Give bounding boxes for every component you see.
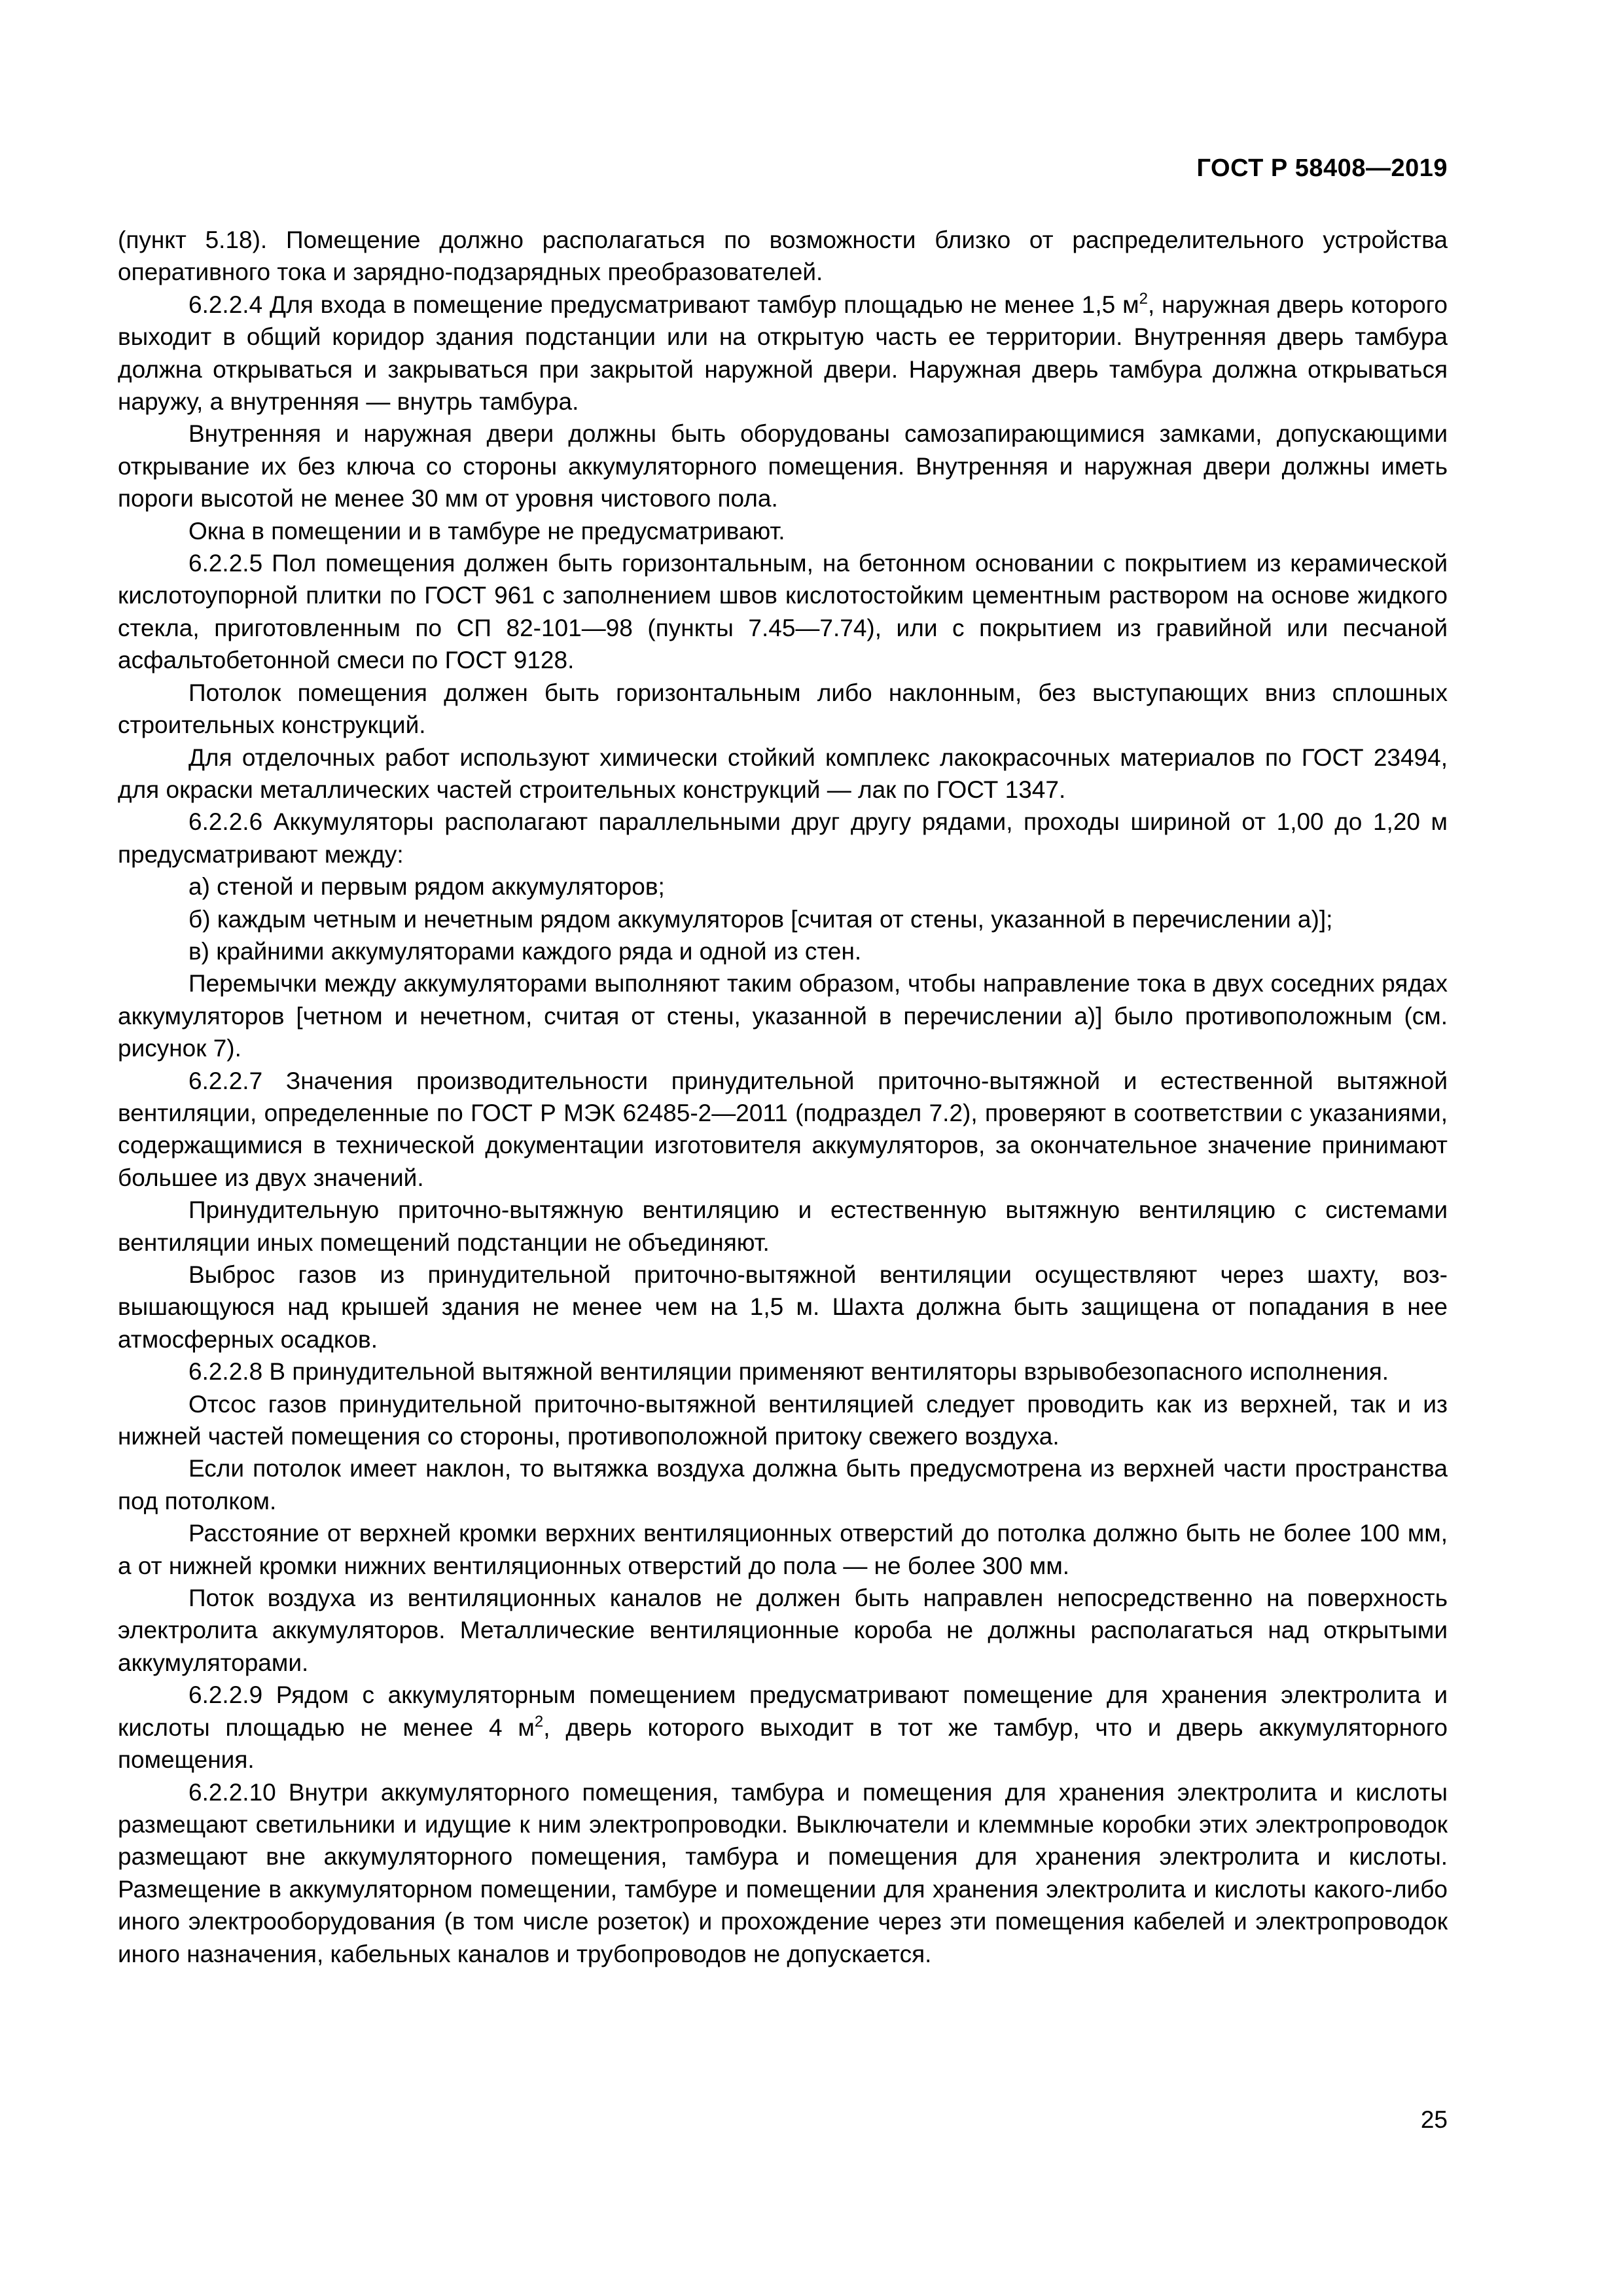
paragraph-doors: Внутренняя и наружная двери должны быть оборудованы самозапирающимися замками, допускающими открывание их без ключа со стороны аккумуляторного помещения. Внутренняя и наружная двери должны иметь пороги высотой не менее 30 мм от уровня чистового пола.: [118, 420, 1448, 512]
paragraph-6-2-2-9: [118, 1679, 1448, 1776]
paragraph-6-2-2-4-text: 6.2.2.4 Для входа в помещение предусматривают тамбур площадью не менее 1,5 м: [188, 291, 1139, 318]
document-body: [118, 224, 1448, 1970]
page-number: 25: [1420, 2106, 1448, 2133]
paragraph-6-2-2-6: 6.2.2.6 Аккумуляторы располагают параллельными друг другу рядами, проходы шириной от 1,00 до 1,20 м предусматривают между:: [118, 808, 1448, 868]
list-item-c: в) крайними аккумуляторами каждого ряда и одной из стен.: [188, 937, 862, 965]
superscript-exponent: 2: [534, 1712, 544, 1731]
list-item-a: а) стеной и первым рядом аккумуляторов;: [188, 873, 665, 901]
paragraph-continuation: (пункт 5.18). Помещение должно располагаться по возможности близко от распределительного устройства оперативного тока и зарядно-подзарядных преобразователей.: [118, 226, 1448, 286]
paragraph-sloped-ceiling: Если потолок имеет наклон, то вытяжка воздуха должна быть предусмотрена из верхней части пространства под потолком.: [118, 1455, 1448, 1515]
paragraph-windows: Окна в помещении и в тамбуре не предусматривают.: [188, 517, 785, 545]
paragraph-6-2-2-4: [118, 289, 1448, 418]
paragraph-finishing: Для отделочных работ используют химически стойкий комплекс лакокрасочных материалов по ГОСТ 23494, для окраски металлических частей строительных конструкций — лак по ГОСТ 1347.: [118, 744, 1448, 803]
document-header-id: ГОСТ Р 58408—2019: [1196, 154, 1448, 182]
paragraph-6-2-2-10: 6.2.2.10 Внутри аккумуляторного помещения, тамбура и помещения для хранения электролита и кислоты размещают светильники и идущие к ним электропроводки. Выключатели и клеммные коробки этих электропроводок размещают вне аккумуляторного помещения, тамбура и помещения для хранения электролита и кислоты. Размещение в аккумуляторном помещении, тамбуре и помещении для хранения электролита и кислоты какого-либо иного электрооборудования (в том числе розеток) и прохождение через эти помещения кабелей и электропроводок иного назначения, кабельных каналов и трубопроводов не допускается.: [118, 1778, 1448, 1967]
paragraph-6-2-2-7: 6.2.2.7 Значения производительности принудительной приточно-вытяжной и естественной вытяжной вентиляции, определенные по ГОСТ Р МЭК 62485-2—2011 (подраздел 7.2), проверяют в соответствии с указаниями, содержащимися в технической документации изготовителя аккумуляторов, за окончательное значение принимают большее из двух значений.: [118, 1067, 1448, 1191]
paragraph-6-2-2-4-text-end: , наружная дверь которого выходит в общий коридор здания подстанции или на открытую часть ее территории. Внутренняя дверь тамбура должна открываться и закрываться при закрытой наружной двери. Наружная дверь тамбура должна открываться наружу, а внутренняя — внутрь тамбура.: [118, 291, 1448, 416]
paragraph-vent-distance: Расстояние от верхней кромки верхних вентиляционных отверстий до потолка должно быть не более 100 мм, а от нижней кромки нижних вентиляционных отверстий до пола — не более 300 мм.: [118, 1520, 1448, 1579]
superscript-exponent: 2: [1139, 289, 1148, 308]
paragraph-ceiling: Потолок помещения должен быть горизонтальным либо наклонным, без выступающих вниз сплошных строительных конструкций.: [118, 679, 1448, 739]
paragraph-6-2-2-8: 6.2.2.8 В принудительной вытяжной вентиляции применяют вентиляторы взрывобезопасного исполнения.: [188, 1358, 1389, 1386]
paragraph-gas-exhaust: Выброс газов из принудительной приточно-вытяжной вентиляции осуществляют через шахту, возвышающуюся над крышей здания не менее чем на 1,5 м. Шахта должна быть защищена от попадания в нее атмосферных осадков.: [118, 1261, 1448, 1353]
paragraph-ventilation-separate: Принудительную приточно-вытяжную вентиляцию и естественную вытяжную вентиляцию с системами вентиляции иных помещений подстанции не объединяют.: [118, 1196, 1448, 1256]
list-item-b: б) каждым четным и нечетным рядом аккумуляторов [считая от стены, указанной в перечислении а)];: [188, 905, 1333, 933]
paragraph-6-2-2-9-text: 6.2.2.9 Рядом с аккумуляторным помещением предусматривают помещение для хранения электролита и кислоты площадью не менее 4 м: [118, 1681, 1448, 1741]
paragraph-gas-suction: Отсос газов принудительной приточно-вытяжной вентиляцией следует проводить как из верхней, так и из нижней частей помещения со стороны, противоположной притоку свежего воздуха.: [118, 1390, 1448, 1450]
paragraph-jumpers: Перемычки между аккумуляторами выполняют таким образом, чтобы направление тока в двух соседних рядах аккумуляторов [четном и нечетном, считая от стены, указанной в перечислении а)] было противоположным (см. рисунок 7).: [118, 970, 1448, 1062]
paragraph-airflow: Поток воздуха из вентиляционных каналов не должен быть направлен непосредственно на поверхность электролита аккумуляторов. Металлические вентиляционные короба не должны располагаться над открытыми аккумуляторами.: [118, 1585, 1448, 1676]
paragraph-6-2-2-5: 6.2.2.5 Пол помещения должен быть горизонтальным, на бетонном основании с покрытием из керамической кислотоупорной плитки по ГОСТ 961 с заполнением швов кислотостойким цементным раствором на основе жидкого стекла, приготовленным по СП 82-101—98 (пункты 7.45—7.74), или с покрытием из гравийной или песчаной асфальтобетонной смеси по ГОСТ 9128.: [118, 550, 1448, 674]
paragraph-6-2-2-9-text-end: , дверь которого выходит в тот же тамбур, что и дверь аккумуляторного помещения.: [118, 1713, 1448, 1774]
